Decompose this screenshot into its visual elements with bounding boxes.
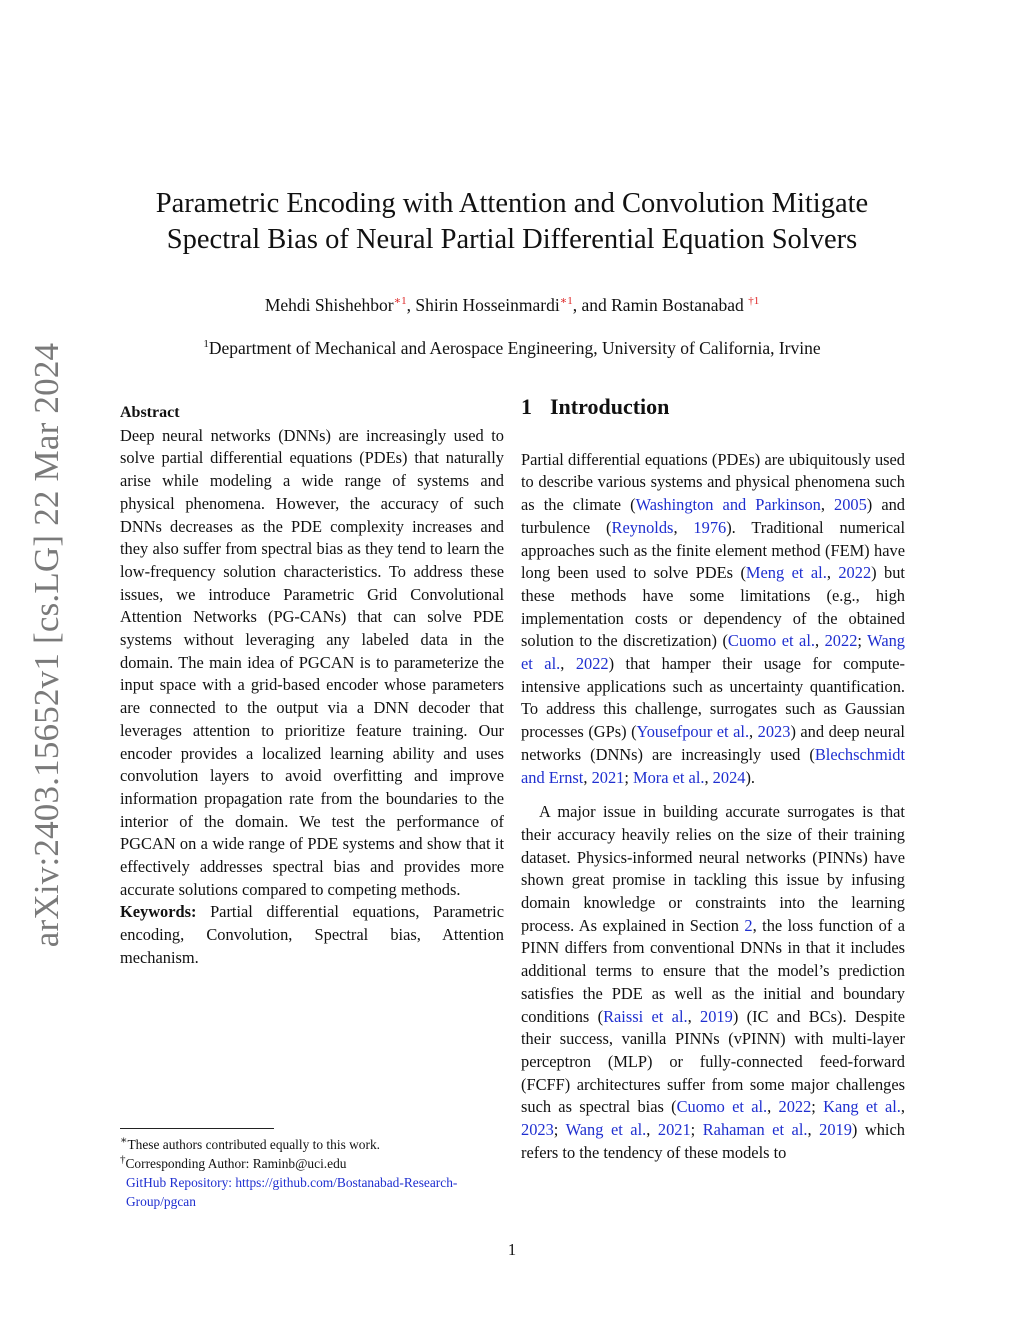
citation-link[interactable]: 2021 — [657, 1120, 691, 1140]
author-name: , Shirin Hosseinmardi — [406, 295, 560, 315]
paragraph-text: , — [673, 517, 694, 537]
citation-link[interactable]: Wang et al. — [565, 1120, 647, 1140]
paragraph-text: , — [807, 1120, 820, 1140]
footnotes — [120, 1128, 504, 1211]
footnote-equal-contribution — [120, 1135, 504, 1154]
citation-link[interactable]: Rahaman et al. — [702, 1120, 808, 1140]
paragraph-text: ). — [745, 767, 756, 787]
paragraph-text: , the loss function of a PINN differs from conventional DNNs in that it includes additional terms to ensure that the model’s prediction satisfies the PDE as well as the initial and boundary conditions ( — [521, 915, 905, 1026]
paragraph-text: , — [704, 767, 713, 787]
title-line-1: Parametric Encoding with Attention and Convolution Mitigate — [155, 188, 869, 219]
paragraph-text: , — [767, 1097, 779, 1117]
title-line-2: Spectral Bias of Neural Partial Differential Equation Solvers — [166, 224, 858, 255]
paragraph-text: , — [583, 767, 592, 787]
footnote-mark: ∗ — [120, 1134, 128, 1147]
author-footnote-mark[interactable]: ∗1 — [559, 295, 573, 308]
citation-link[interactable]: 2021 — [591, 767, 625, 787]
affiliation — [120, 338, 904, 359]
citation-link[interactable]: Washington and Parkinson — [635, 495, 821, 515]
citation-link[interactable]: Reynolds — [611, 517, 674, 537]
citation-link[interactable]: 2019 — [819, 1120, 852, 1140]
citation-link[interactable]: Mora et al. — [633, 767, 705, 787]
citation-link[interactable]: 2005 — [834, 495, 867, 515]
citation-link[interactable]: Blechschmidt and Ernst — [521, 744, 905, 787]
footnote-text: These authors contributed equally to this work. — [127, 1137, 380, 1152]
footnote-text: Corresponding Author: Raminb@uci.edu — [125, 1156, 347, 1171]
citation-link[interactable]: 2022 — [575, 654, 609, 674]
citation-link[interactable]: Wang et al. — [521, 631, 905, 674]
paper-title — [120, 186, 904, 258]
section-heading — [521, 396, 905, 419]
citation-link[interactable]: 1976 — [693, 517, 727, 537]
paragraph-text: , — [826, 563, 839, 583]
keywords — [120, 901, 504, 969]
citation-link[interactable]: Meng et al. — [745, 563, 827, 583]
paragraph-text: , — [814, 631, 825, 651]
affiliation-text: Department of Mechanical and Aerospace Engineering, University of California, Irvine — [208, 338, 821, 358]
citation-link[interactable]: 2022 — [824, 631, 858, 651]
citation-link[interactable]: Cuomo et al. — [727, 631, 815, 651]
author-footnote-mark[interactable]: †1 — [748, 295, 760, 308]
abstract-text: Deep neural networks (DNNs) are increasingly used to solve partial differential equations (PDEs) that naturally arise while modeling a wide range of systems and physical phenomena. However, the accuracy of such DNNs decreases as the PDE complexity increases and they also suffer from spectral bias as they tend to learn the low-frequency solution characteristics. To address these issues, we introduce Parametric Grid Convolutional Attention Networks (PG-CANs) that can solve PDE systems without leveraging any labeled data in the domain. The main idea of PGCAN is to parameterize the input space with a grid-based encoder whose parameters are connected to the output via a DNN decoder that leverages attention to prioritize feature training. Our encoder provides a localized learning ability and uses convolution layers to avoid overfitting and improve information propagation rate from the boundaries to the interior of the domain. We test the performance of PGCAN on a wide range of PDE systems and show that it effectively addresses spectral bias and provides more accurate solutions compared to competing methods. — [120, 425, 504, 899]
paragraph-text: , — [820, 495, 835, 515]
author-name: , and Ramin Bostanabad — [572, 295, 749, 315]
paragraph-text: , — [687, 1006, 701, 1026]
footnote-rule — [120, 1128, 274, 1129]
citation-link[interactable]: 2023 — [521, 1120, 554, 1140]
paragraph-text: , — [646, 1120, 658, 1140]
footnote-mark: † — [120, 1153, 126, 1166]
citation-link[interactable]: 2023 — [757, 722, 791, 742]
citation-link[interactable]: 2 — [744, 915, 753, 935]
paragraph-text: ; — [624, 767, 634, 787]
author-footnote-mark[interactable]: ∗1 — [393, 295, 407, 308]
paragraph-text: ; — [811, 1097, 824, 1117]
paragraph-text: ) and deep neural networks (DNNs) are increasingly used ( — [521, 722, 905, 764]
paragraph-text: Partial differential equations (PDEs) are ubiquitously used to describe various systems and physical phenomena such as the climate ( — [521, 449, 905, 515]
paragraph-text: A major issue in building accurate surrogates is that their accuracy heavily relies on the size of their training dataset. Physics-informed neural networks (PINNs) have shown great promise in tackling this issue by infusing domain knowledge or constraints into the learning process. As explained in Section — [521, 802, 905, 935]
github-repository-link[interactable]: GitHub Repository: https://github.com/Bostanabad-Research-Group/pgcan — [126, 1175, 458, 1209]
paragraph-text: ). Traditional numerical approaches such as the finite element method (FEM) have long been used to solve PDEs ( — [521, 517, 905, 583]
section-title: Introduction — [550, 394, 670, 419]
citation-link[interactable]: Raissi et al. — [603, 1006, 688, 1026]
introduction-column — [521, 396, 905, 1165]
paragraph-text: , — [900, 1097, 906, 1117]
intro-paragraph-2 — [521, 801, 905, 1164]
page-number: 1 — [507, 1240, 517, 1259]
affiliation-mark: 1 — [203, 338, 209, 351]
paragraph-text: ) which refers to the tendency of these models to — [521, 1120, 905, 1162]
citation-link[interactable]: 2022 — [778, 1097, 812, 1117]
citation-link[interactable]: 2022 — [838, 563, 872, 583]
paragraph-text: ; — [553, 1120, 566, 1140]
citation-link[interactable]: 2019 — [700, 1006, 733, 1026]
citation-link[interactable]: Kang et al. — [823, 1097, 901, 1117]
paragraph-text: ; — [857, 631, 868, 651]
paragraph-text: ; — [690, 1120, 703, 1140]
arxiv-sidebar — [12, 342, 82, 948]
section-number: 1 — [521, 394, 532, 419]
author-list — [120, 295, 904, 316]
paragraph-text: ) that hamper their usage for compute-intensive applications such as uncertainty quantification. To address this challenge, surrogates such as Gaussian processes (GPs) ( — [521, 654, 905, 742]
citation-link[interactable]: Yousefpour et al. — [636, 722, 750, 742]
paragraph-text: ) but these methods have some limitations (e.g., high implementation costs or dependency of the obtained solution to the discretization) ( — [521, 563, 905, 651]
paragraph-text: ) and turbulence ( — [521, 495, 905, 537]
citation-link[interactable]: 2024 — [712, 767, 746, 787]
abstract-column — [120, 402, 504, 970]
abstract-heading: Abstract — [120, 404, 180, 421]
keywords-label: Keywords: — [120, 902, 197, 922]
author-name: Mehdi Shishehbor — [264, 295, 394, 315]
paragraph-text: ) (IC and BCs). Despite their success, vanilla PINNs (vPINN) with multi-layer perceptron (MLP) or fully-connected feed-forward (FCFF) architectures suffer from some major challenges such as spectral bias ( — [521, 1006, 905, 1117]
paragraph-text: , — [749, 722, 758, 742]
arxiv-identifier: arXiv:2403.15652v1 [cs.LG] 22 Mar 2024 — [27, 342, 67, 948]
footnote-corresponding — [120, 1154, 504, 1173]
paragraph-text: , — [560, 654, 576, 674]
keywords-text: Partial differential equations, Parametric encoding, Convolution, Spectral bias, Attention mechanism. — [120, 902, 504, 967]
intro-paragraph-1 — [521, 449, 905, 790]
citation-link[interactable]: Cuomo et al. — [676, 1097, 768, 1117]
